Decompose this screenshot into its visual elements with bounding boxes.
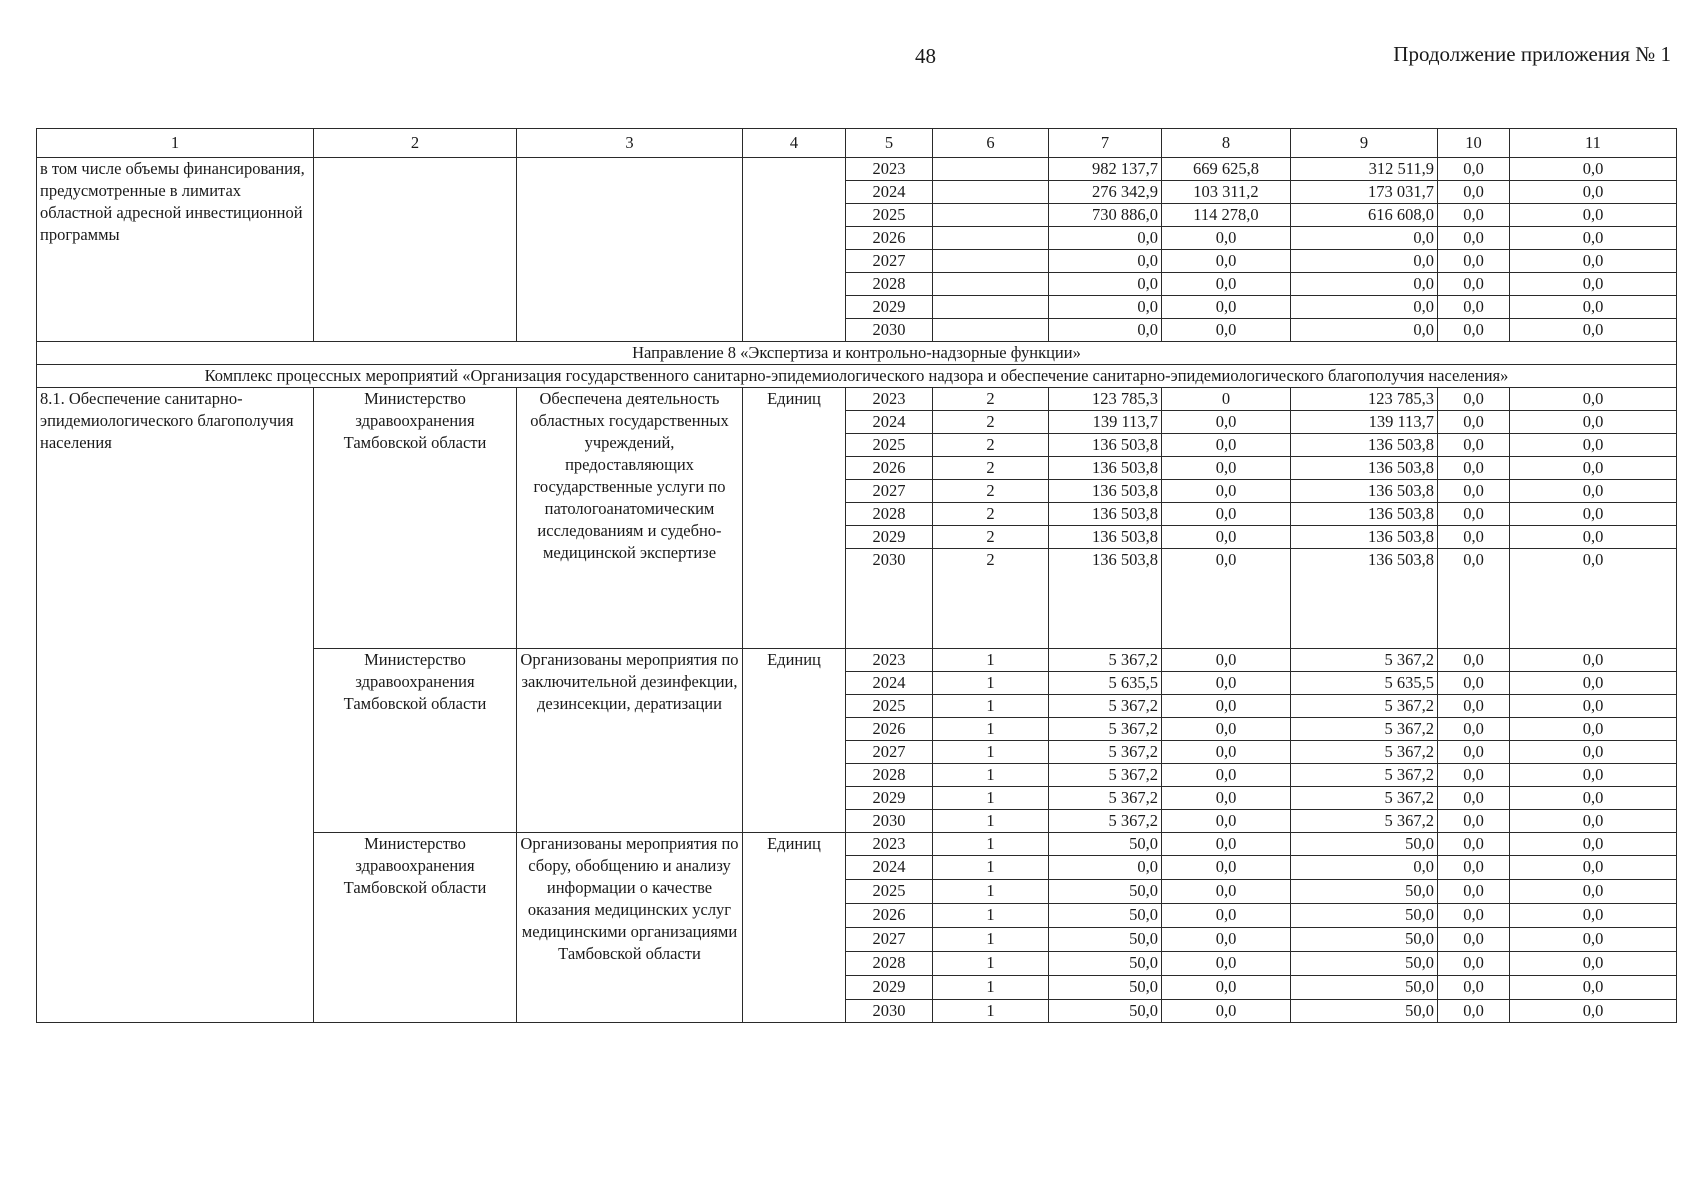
other-cell: 0,0	[1510, 273, 1677, 296]
year-cell: 2023	[846, 388, 933, 411]
federal-cell: 0,0	[1162, 810, 1291, 833]
local-cell: 0,0	[1438, 856, 1510, 880]
indicator-value-cell: 1	[933, 764, 1049, 787]
local-cell: 0,0	[1438, 158, 1510, 181]
federal-cell: 0,0	[1162, 549, 1291, 649]
indicator-value-cell: 1	[933, 1000, 1049, 1023]
local-cell: 0,0	[1438, 833, 1510, 856]
measure-title: 8.1. Обеспечение санитарно-эпидемиологического благополучия населения	[37, 388, 314, 1023]
other-cell: 0,0	[1510, 411, 1677, 434]
federal-cell: 0,0	[1162, 928, 1291, 952]
regional-cell: 50,0	[1291, 952, 1438, 976]
local-cell: 0,0	[1438, 741, 1510, 764]
year-cell: 2024	[846, 181, 933, 204]
column-header: 10	[1438, 129, 1510, 158]
federal-cell: 0,0	[1162, 741, 1291, 764]
total-cell: 50,0	[1049, 928, 1162, 952]
year-cell: 2027	[846, 741, 933, 764]
other-cell: 0,0	[1510, 204, 1677, 227]
indicator-value-cell: 1	[933, 952, 1049, 976]
other-cell: 0,0	[1510, 833, 1677, 856]
regional-cell: 5 367,2	[1291, 810, 1438, 833]
federal-cell: 0,0	[1162, 976, 1291, 1000]
year-cell: 2025	[846, 204, 933, 227]
year-cell: 2024	[846, 411, 933, 434]
federal-cell: 0,0	[1162, 718, 1291, 741]
local-cell: 0,0	[1438, 250, 1510, 273]
indicator-value-cell: 1	[933, 718, 1049, 741]
year-cell: 2029	[846, 296, 933, 319]
column-header: 7	[1049, 129, 1162, 158]
federal-cell: 0,0	[1162, 503, 1291, 526]
total-cell: 136 503,8	[1049, 526, 1162, 549]
indicator-value-cell: 1	[933, 928, 1049, 952]
federal-cell: 0,0	[1162, 250, 1291, 273]
year-cell: 2029	[846, 787, 933, 810]
indicator-value-cell: 1	[933, 672, 1049, 695]
other-cell: 0,0	[1510, 856, 1677, 880]
other-cell: 0,0	[1510, 1000, 1677, 1023]
total-cell: 0,0	[1049, 250, 1162, 273]
indicator-value-cell: 1	[933, 787, 1049, 810]
year-cell: 2030	[846, 549, 933, 649]
local-cell: 0,0	[1438, 273, 1510, 296]
regional-cell: 50,0	[1291, 1000, 1438, 1023]
total-cell: 50,0	[1049, 904, 1162, 928]
other-cell: 0,0	[1510, 718, 1677, 741]
other-cell: 0,0	[1510, 787, 1677, 810]
regional-cell: 5 367,2	[1291, 649, 1438, 672]
local-cell: 0,0	[1438, 787, 1510, 810]
total-cell: 5 367,2	[1049, 764, 1162, 787]
column-header: 1	[37, 129, 314, 158]
year-cell: 2027	[846, 928, 933, 952]
column-header: 8	[1162, 129, 1291, 158]
empty-cell	[517, 158, 743, 342]
other-cell: 0,0	[1510, 764, 1677, 787]
other-cell: 0,0	[1510, 880, 1677, 904]
federal-cell: 0,0	[1162, 434, 1291, 457]
total-cell: 50,0	[1049, 1000, 1162, 1023]
federal-cell: 0,0	[1162, 952, 1291, 976]
regional-cell: 0,0	[1291, 273, 1438, 296]
other-cell: 0,0	[1510, 480, 1677, 503]
table-row	[37, 388, 1677, 411]
total-cell: 5 635,5	[1049, 672, 1162, 695]
other-cell: 0,0	[1510, 296, 1677, 319]
total-cell: 5 367,2	[1049, 787, 1162, 810]
regional-cell: 5 367,2	[1291, 787, 1438, 810]
local-cell: 0,0	[1438, 411, 1510, 434]
year-cell: 2028	[846, 764, 933, 787]
other-cell: 0,0	[1510, 695, 1677, 718]
total-cell: 276 342,9	[1049, 181, 1162, 204]
regional-cell: 5 367,2	[1291, 764, 1438, 787]
regional-cell: 0,0	[1291, 319, 1438, 342]
year-cell: 2030	[846, 1000, 933, 1023]
federal-cell: 0,0	[1162, 764, 1291, 787]
indicator-value-cell: 1	[933, 649, 1049, 672]
direction-row	[37, 342, 1677, 365]
regional-cell: 50,0	[1291, 904, 1438, 928]
budget-table	[36, 128, 1677, 1023]
indicator-value-cell: 1	[933, 695, 1049, 718]
page-number: 48	[915, 44, 936, 68]
unit-cell: Единиц	[743, 833, 846, 1023]
indicator-value-cell	[933, 158, 1049, 181]
local-cell: 0,0	[1438, 549, 1510, 649]
indicator-value-cell: 2	[933, 411, 1049, 434]
total-cell: 5 367,2	[1049, 718, 1162, 741]
year-cell: 2023	[846, 649, 933, 672]
year-cell: 2030	[846, 810, 933, 833]
executor-cell: Министерство здравоохранения Тамбовской области	[314, 388, 517, 649]
year-cell: 2023	[846, 158, 933, 181]
federal-cell: 0,0	[1162, 273, 1291, 296]
regional-cell: 50,0	[1291, 880, 1438, 904]
column-header: 2	[314, 129, 517, 158]
year-cell: 2026	[846, 457, 933, 480]
local-cell: 0,0	[1438, 503, 1510, 526]
federal-cell: 669 625,8	[1162, 158, 1291, 181]
regional-cell: 139 113,7	[1291, 411, 1438, 434]
total-cell: 0,0	[1049, 273, 1162, 296]
total-cell: 0,0	[1049, 227, 1162, 250]
federal-cell: 0,0	[1162, 833, 1291, 856]
local-cell: 0,0	[1438, 1000, 1510, 1023]
local-cell: 0,0	[1438, 296, 1510, 319]
indicator-value-cell: 1	[933, 856, 1049, 880]
federal-cell: 103 311,2	[1162, 181, 1291, 204]
year-cell: 2028	[846, 503, 933, 526]
federal-cell: 0,0	[1162, 787, 1291, 810]
federal-cell: 114 278,0	[1162, 204, 1291, 227]
other-cell: 0,0	[1510, 227, 1677, 250]
local-cell: 0,0	[1438, 480, 1510, 503]
year-cell: 2027	[846, 250, 933, 273]
local-cell: 0,0	[1438, 388, 1510, 411]
other-cell: 0,0	[1510, 434, 1677, 457]
regional-cell: 5 367,2	[1291, 695, 1438, 718]
local-cell: 0,0	[1438, 718, 1510, 741]
total-cell: 136 503,8	[1049, 457, 1162, 480]
local-cell: 0,0	[1438, 976, 1510, 1000]
column-header: 5	[846, 129, 933, 158]
year-cell: 2025	[846, 695, 933, 718]
year-cell: 2026	[846, 227, 933, 250]
indicator-value-cell: 1	[933, 810, 1049, 833]
federal-cell: 0	[1162, 388, 1291, 411]
indicator-value-cell: 1	[933, 741, 1049, 764]
local-cell: 0,0	[1438, 904, 1510, 928]
regional-cell: 0,0	[1291, 296, 1438, 319]
other-cell: 0,0	[1510, 952, 1677, 976]
total-cell: 5 367,2	[1049, 810, 1162, 833]
other-cell: 0,0	[1510, 672, 1677, 695]
indicator-value-cell: 1	[933, 880, 1049, 904]
year-cell: 2030	[846, 319, 933, 342]
regional-cell: 50,0	[1291, 928, 1438, 952]
federal-cell: 0,0	[1162, 411, 1291, 434]
federal-cell: 0,0	[1162, 880, 1291, 904]
local-cell: 0,0	[1438, 457, 1510, 480]
total-cell: 0,0	[1049, 856, 1162, 880]
federal-cell: 0,0	[1162, 649, 1291, 672]
total-cell: 0,0	[1049, 296, 1162, 319]
federal-cell: 0,0	[1162, 296, 1291, 319]
column-header: 3	[517, 129, 743, 158]
regional-cell: 173 031,7	[1291, 181, 1438, 204]
indicator-value-cell: 2	[933, 434, 1049, 457]
funding-label: в том числе объемы финансирования, предусмотренные в лимитах областной адресной инвестиционной программы	[37, 158, 314, 342]
regional-cell: 136 503,8	[1291, 549, 1438, 649]
local-cell: 0,0	[1438, 672, 1510, 695]
regional-cell: 0,0	[1291, 227, 1438, 250]
indicator-value-cell: 2	[933, 457, 1049, 480]
total-cell: 136 503,8	[1049, 503, 1162, 526]
indicator-value-cell	[933, 181, 1049, 204]
other-cell: 0,0	[1510, 741, 1677, 764]
continuation-caption: Продолжение приложения № 1	[1393, 42, 1671, 66]
other-cell: 0,0	[1510, 250, 1677, 273]
regional-cell: 616 608,0	[1291, 204, 1438, 227]
column-header: 11	[1510, 129, 1677, 158]
total-cell: 50,0	[1049, 976, 1162, 1000]
local-cell: 0,0	[1438, 764, 1510, 787]
year-cell: 2029	[846, 526, 933, 549]
local-cell: 0,0	[1438, 952, 1510, 976]
other-cell: 0,0	[1510, 649, 1677, 672]
total-cell: 5 367,2	[1049, 649, 1162, 672]
federal-cell: 0,0	[1162, 480, 1291, 503]
complex-row	[37, 365, 1677, 388]
regional-cell: 5 635,5	[1291, 672, 1438, 695]
table-row	[37, 158, 1677, 181]
year-cell: 2024	[846, 672, 933, 695]
indicator-value-cell	[933, 273, 1049, 296]
indicator-value-cell: 2	[933, 388, 1049, 411]
regional-cell: 136 503,8	[1291, 457, 1438, 480]
regional-cell: 136 503,8	[1291, 526, 1438, 549]
column-header: 4	[743, 129, 846, 158]
indicator-value-cell: 2	[933, 549, 1049, 649]
regional-cell: 50,0	[1291, 976, 1438, 1000]
unit-cell: Единиц	[743, 649, 846, 833]
total-cell: 50,0	[1049, 880, 1162, 904]
result-cell: Организованы мероприятия по сбору, обобщению и анализу информации о качестве оказания медицинских услуг медицинскими организациями Тамбовской области	[517, 833, 743, 1023]
other-cell: 0,0	[1510, 457, 1677, 480]
local-cell: 0,0	[1438, 649, 1510, 672]
local-cell: 0,0	[1438, 526, 1510, 549]
executor-cell: Министерство здравоохранения Тамбовской области	[314, 833, 517, 1023]
year-cell: 2027	[846, 480, 933, 503]
total-cell: 5 367,2	[1049, 695, 1162, 718]
year-cell: 2028	[846, 273, 933, 296]
year-cell: 2023	[846, 833, 933, 856]
regional-cell: 50,0	[1291, 833, 1438, 856]
other-cell: 0,0	[1510, 976, 1677, 1000]
other-cell: 0,0	[1510, 810, 1677, 833]
other-cell: 0,0	[1510, 319, 1677, 342]
total-cell: 136 503,8	[1049, 480, 1162, 503]
local-cell: 0,0	[1438, 181, 1510, 204]
local-cell: 0,0	[1438, 227, 1510, 250]
other-cell: 0,0	[1510, 526, 1677, 549]
local-cell: 0,0	[1438, 695, 1510, 718]
column-header: 6	[933, 129, 1049, 158]
total-cell: 123 785,3	[1049, 388, 1162, 411]
indicator-value-cell: 1	[933, 976, 1049, 1000]
federal-cell: 0,0	[1162, 672, 1291, 695]
other-cell: 0,0	[1510, 928, 1677, 952]
other-cell: 0,0	[1510, 181, 1677, 204]
unit-cell: Единиц	[743, 388, 846, 649]
year-cell: 2026	[846, 904, 933, 928]
year-cell: 2025	[846, 880, 933, 904]
federal-cell: 0,0	[1162, 457, 1291, 480]
indicator-value-cell: 1	[933, 833, 1049, 856]
federal-cell: 0,0	[1162, 904, 1291, 928]
indicator-value-cell	[933, 227, 1049, 250]
indicator-value-cell	[933, 296, 1049, 319]
total-cell: 136 503,8	[1049, 549, 1162, 649]
other-cell: 0,0	[1510, 388, 1677, 411]
total-cell: 50,0	[1049, 833, 1162, 856]
year-cell: 2024	[846, 856, 933, 880]
year-cell: 2025	[846, 434, 933, 457]
other-cell: 0,0	[1510, 503, 1677, 526]
federal-cell: 0,0	[1162, 1000, 1291, 1023]
empty-cell	[743, 158, 846, 342]
empty-cell	[314, 158, 517, 342]
indicator-value-cell: 2	[933, 526, 1049, 549]
regional-cell: 312 511,9	[1291, 158, 1438, 181]
indicator-value-cell: 2	[933, 480, 1049, 503]
result-cell: Обеспечена деятельность областных государственных учреждений, предоставляющих государственные услуги по патологоанатомическим исследованиям и судебно-медицинской экспертизе	[517, 388, 743, 649]
local-cell: 0,0	[1438, 204, 1510, 227]
regional-cell: 5 367,2	[1291, 718, 1438, 741]
executor-cell: Министерство здравоохранения Тамбовской области	[314, 649, 517, 833]
regional-cell: 136 503,8	[1291, 503, 1438, 526]
indicator-value-cell	[933, 204, 1049, 227]
indicator-value-cell	[933, 319, 1049, 342]
federal-cell: 0,0	[1162, 227, 1291, 250]
regional-cell: 0,0	[1291, 856, 1438, 880]
federal-cell: 0,0	[1162, 695, 1291, 718]
regional-cell: 136 503,8	[1291, 480, 1438, 503]
total-cell: 982 137,7	[1049, 158, 1162, 181]
indicator-value-cell	[933, 250, 1049, 273]
federal-cell: 0,0	[1162, 319, 1291, 342]
total-cell: 136 503,8	[1049, 434, 1162, 457]
local-cell: 0,0	[1438, 319, 1510, 342]
header-row	[37, 129, 1677, 158]
regional-cell: 5 367,2	[1291, 741, 1438, 764]
total-cell: 0,0	[1049, 319, 1162, 342]
year-cell: 2026	[846, 718, 933, 741]
regional-cell: 123 785,3	[1291, 388, 1438, 411]
local-cell: 0,0	[1438, 880, 1510, 904]
regional-cell: 136 503,8	[1291, 434, 1438, 457]
total-cell: 730 886,0	[1049, 204, 1162, 227]
local-cell: 0,0	[1438, 928, 1510, 952]
local-cell: 0,0	[1438, 434, 1510, 457]
other-cell: 0,0	[1510, 158, 1677, 181]
year-cell: 2028	[846, 952, 933, 976]
other-cell: 0,0	[1510, 549, 1677, 649]
local-cell: 0,0	[1438, 810, 1510, 833]
federal-cell: 0,0	[1162, 856, 1291, 880]
indicator-value-cell: 1	[933, 904, 1049, 928]
total-cell: 50,0	[1049, 952, 1162, 976]
total-cell: 139 113,7	[1049, 411, 1162, 434]
indicator-value-cell: 2	[933, 503, 1049, 526]
federal-cell: 0,0	[1162, 526, 1291, 549]
result-cell: Организованы мероприятия по заключительной дезинфекции, дезинсекции, дератизации	[517, 649, 743, 833]
regional-cell: 0,0	[1291, 250, 1438, 273]
direction-title: Направление 8 «Экспертиза и контрольно-надзорные функции»	[37, 342, 1677, 365]
column-header: 9	[1291, 129, 1438, 158]
total-cell: 5 367,2	[1049, 741, 1162, 764]
year-cell: 2029	[846, 976, 933, 1000]
other-cell: 0,0	[1510, 904, 1677, 928]
complex-title: Комплекс процессных мероприятий «Организация государственного санитарно-эпидемиологического надзора и обеспечение санитарно-эпидемиологического благополучия населения»	[37, 365, 1677, 388]
